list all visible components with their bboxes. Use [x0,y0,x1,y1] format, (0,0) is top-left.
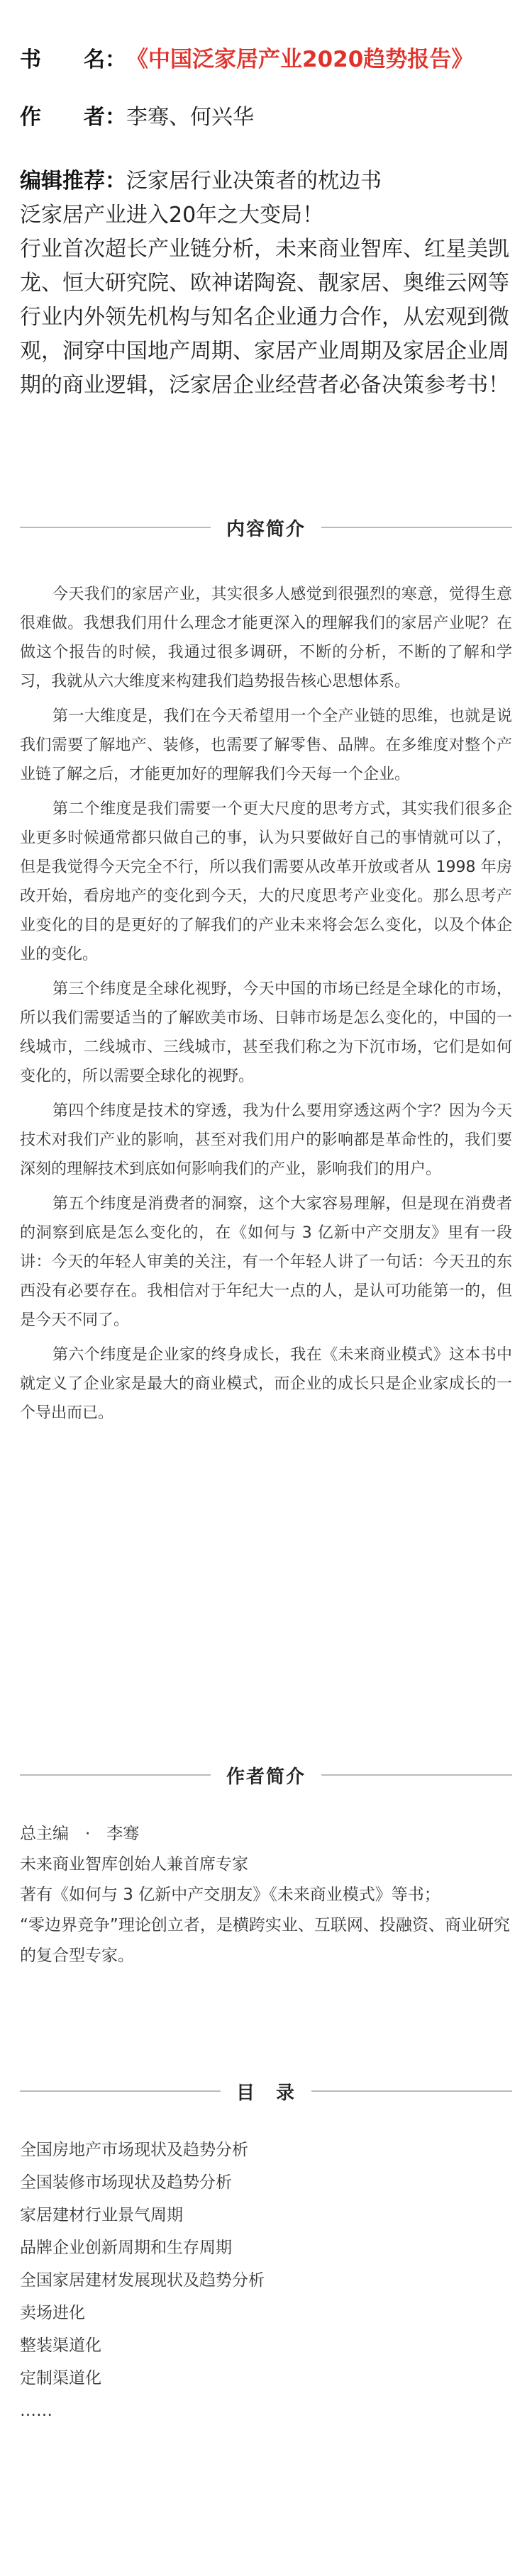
author-line: 未来商业智库创始人兼首席专家 [20,1855,248,1874]
author-line: 总主编 · 李骞 [20,1825,140,1843]
toc-item: …… [20,2402,52,2420]
intro-paragraph: 今天我们的家居产业，其实很多人感觉到很强烈的寒意，觉得生意很难做。我想我们用什么理念才能更深入的理解我们的家居产业呢？在做这个报告的时候，我通过很多调研，不断的分析，不断的了解和学习，我就从六大维度来构建我们趋势报告核心思想体系。 [20,586,512,690]
table-of-contents [20,2134,512,2427]
intro-body [20,580,512,1433]
book-title: 《中国泛家居产业2020趋势报告》 [126,47,474,72]
book-author-row [20,99,254,130]
recommend-line-3: 行业首次超长产业链分析，未来商业智库、红星美凯龙、恒大研究院、欧神诺陶瓷、靓家居、奥维云网等行业内外领先机构与知名企业通力合作，从宏观到微观，洞穿中国地产周期、家居产业周期及家居企业周期的商业逻辑，泛家居企业经营者必备决策参考书！ [20,237,509,398]
book-author-label: 作 者： [20,105,126,130]
divider-right [321,527,512,528]
intro-paragraph: 第五个纬度是消费者的洞察，这个大家容易理解，但是现在消费者的洞察到底是怎么变化的，在《如何与 3 亿新中产交朋友》里有一段讲：今天的年轻人审美的关注，有一个年轻人讲了一句话：今天丑的东西没有必要存在。我相信对于年纪大一点的人，是认可功能第一的，但是今天不同了。 [20,1195,512,1329]
section-heading-author [20,1761,512,1789]
recommend-tagline: 泛家居行业决策者的枕边书 [126,169,382,194]
divider-right [321,1774,512,1776]
toc-item: 家居建材行业景气周期 [20,2206,183,2224]
toc-item: 全国装修市场现状及趋势分析 [20,2173,232,2192]
editor-recommendation [20,164,512,403]
recommend-label: 编辑推荐： [20,169,126,194]
intro-paragraph: 第三个纬度是全球化视野，今天中国的市场已经是全球化的市场，所以我们需要适当的了解欧美市场、日韩市场是怎么变化的，中国的一线城市，二线城市、三线城市，甚至我们称之为下沉市场，它们是如何变化的，所以需要全球化的视野。 [20,980,512,1085]
divider-left [20,1774,211,1776]
divider-left [20,527,211,528]
divider-left [20,2090,221,2092]
recommend-line-1 [20,164,512,198]
author-line: “零边界竞争”理论创立者，是横跨实业、互联网、投融资、商业研究的复合型专家。 [20,1916,510,1965]
toc-item: 品牌企业创新周期和生存周期 [20,2239,232,2257]
recommend-line-2: 泛家居产业进入20年之大变局！ [20,203,324,228]
toc-item: 整装渠道化 [20,2336,101,2355]
author-body [20,1819,512,1971]
intro-paragraph: 第二个维度是我们需要一个更大尺度的思考方式，其实我们很多企业更多时候通常都只做自己的事，认为只要做好自己的事情就可以了，但是我觉得今天完全不行，所以我们需要从改革开放或者从 1998 年房改开始，看房地产的变化到今天，大的尺度思考产业变化。那么思考产业变化的目的是更好的了解我们的产业未来将会怎么变化，以及个体企业的变化。 [20,800,512,963]
section-title-author: 作者简介 [226,1766,306,1788]
divider-right [311,2090,512,2092]
book-title-label: 书 名： [20,47,126,72]
section-heading-intro [20,513,512,542]
intro-paragraph: 第四个纬度是技术的穿透，我为什么要用穿透这两个字？因为今天技术对我们产业的影响，甚至对我们用户的影响都是革命性的，我们要深刻的理解技术到底如何影响我们的产业，影响我们的用户。 [20,1102,512,1178]
book-title-row [20,41,473,73]
section-title-toc: 目 录 [236,2082,297,2104]
section-heading-toc [20,2077,512,2105]
toc-item: 定制渠道化 [20,2369,101,2387]
toc-item: 卖场进化 [20,2304,85,2322]
intro-paragraph: 第一大维度是，我们在今天希望用一个全产业链的思维，也就是说我们需要了解地产、装修，也需要了解零售、品牌。在多维度对整个产业链了解之后，才能更加好的理解我们今天每一个企业。 [20,707,512,783]
section-title-intro: 内容简介 [226,518,306,540]
intro-paragraph: 第六个纬度是企业家的终身成长，我在《未来商业模式》这本书中就定义了企业家是最大的商业模式，而企业的成长只是企业家成长的一个导出而已。 [20,1346,512,1422]
toc-item: 全国家居建材发展现状及趋势分析 [20,2271,265,2290]
author-line: 著有《如何与 3 亿新中产交朋友》《未来商业模式》等书； [20,1886,440,1904]
toc-item: 全国房地产市场现状及趋势分析 [20,2141,248,2159]
book-author: 李骞、何兴华 [126,105,254,130]
